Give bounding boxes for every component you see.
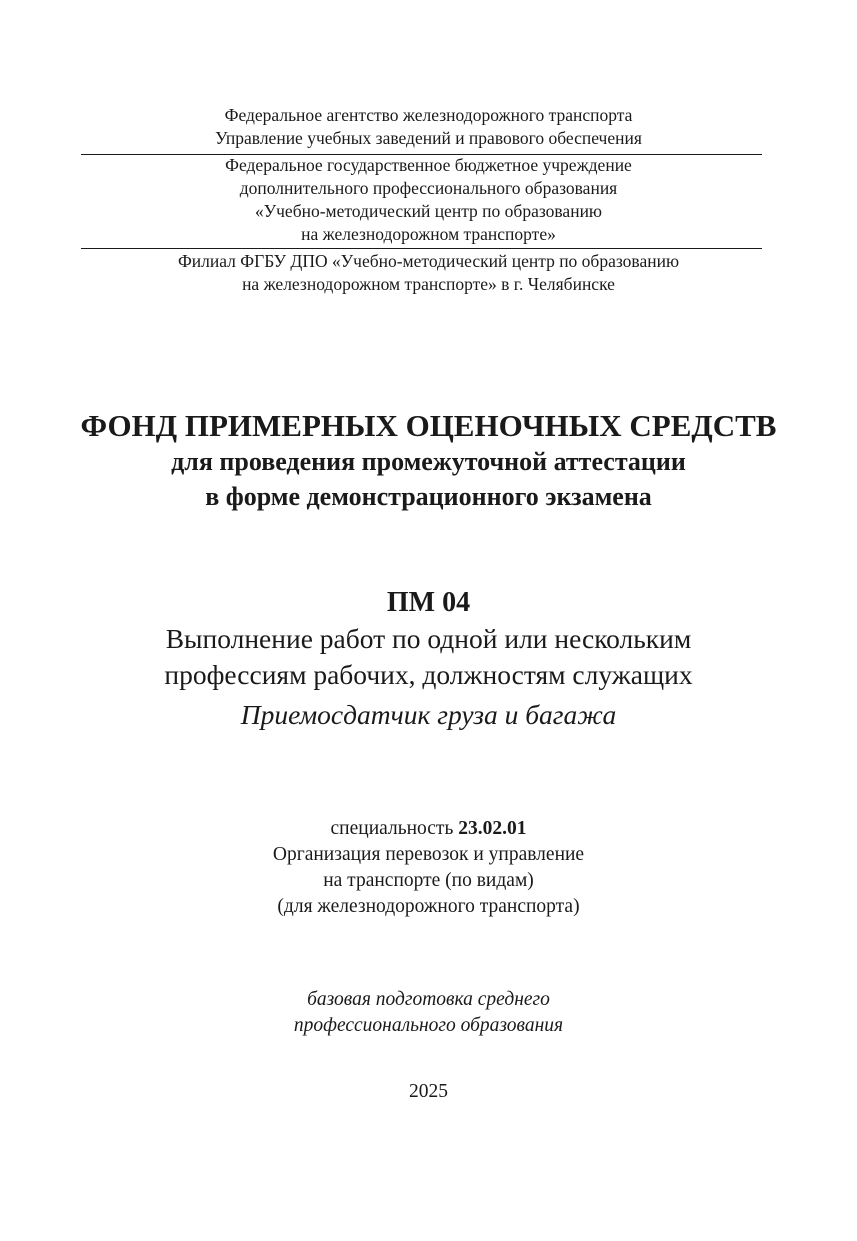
document-subtitle: для проведения промежуточной аттестации — [171, 447, 686, 476]
institution-block — [0, 154, 857, 246]
document-title: ФОНД ПРИМЕРНЫХ ОЦЕНОЧНЫХ СРЕДСТВ — [80, 408, 777, 443]
module-name: Выполнение работ по одной или нескольким — [165, 623, 692, 654]
institution-line: «Учебно-методический центр по образованию — [254, 201, 603, 221]
publication-year: 2025 — [409, 1081, 448, 1102]
document-subtitle: в форме демонстрационного экзамена — [205, 482, 652, 511]
document-title-block — [0, 408, 857, 514]
specialty-name: (для железнодорожного транспорта) — [277, 896, 580, 917]
agency-department: Управление учебных заведений и правового обеспечения — [215, 128, 642, 148]
institution-line: дополнительного профессионального образования — [239, 178, 618, 198]
branch-line: на железнодорожном транспорте» в г. Челябинске — [242, 274, 615, 294]
module-name: профессиям рабочих, должностям служащих — [164, 659, 693, 690]
specialty-prefix: специальность — [330, 818, 459, 839]
year-block — [0, 1079, 857, 1105]
agency-name: Федеральное агентство железнодорожного транспорта — [224, 105, 633, 125]
education-level: базовая подготовка среднего — [307, 989, 550, 1010]
module-profession: Приемосдатчик груза и багажа — [240, 699, 617, 730]
branch-block — [0, 250, 857, 296]
specialty-block — [0, 816, 857, 920]
specialty-name: Организация перевозок и управление — [272, 844, 585, 865]
institution-line: на железнодорожном транспорте» — [301, 224, 556, 244]
institution-line: Федеральное государственное бюджетное учреждение — [225, 155, 632, 175]
agency-block — [0, 104, 857, 150]
specialty-code: 23.02.01 — [458, 818, 527, 839]
education-level: профессионального образования — [293, 1015, 564, 1036]
specialty-name: на транспорте (по видам) — [323, 870, 534, 891]
header-divider-bottom — [81, 248, 762, 249]
module-block — [0, 587, 857, 733]
specialty-heading — [0, 816, 857, 842]
branch-line: Филиал ФГБУ ДПО «Учебно-методический центр по образованию — [177, 251, 680, 271]
education-level-block — [0, 987, 857, 1039]
module-code: ПМ 04 — [386, 587, 471, 618]
